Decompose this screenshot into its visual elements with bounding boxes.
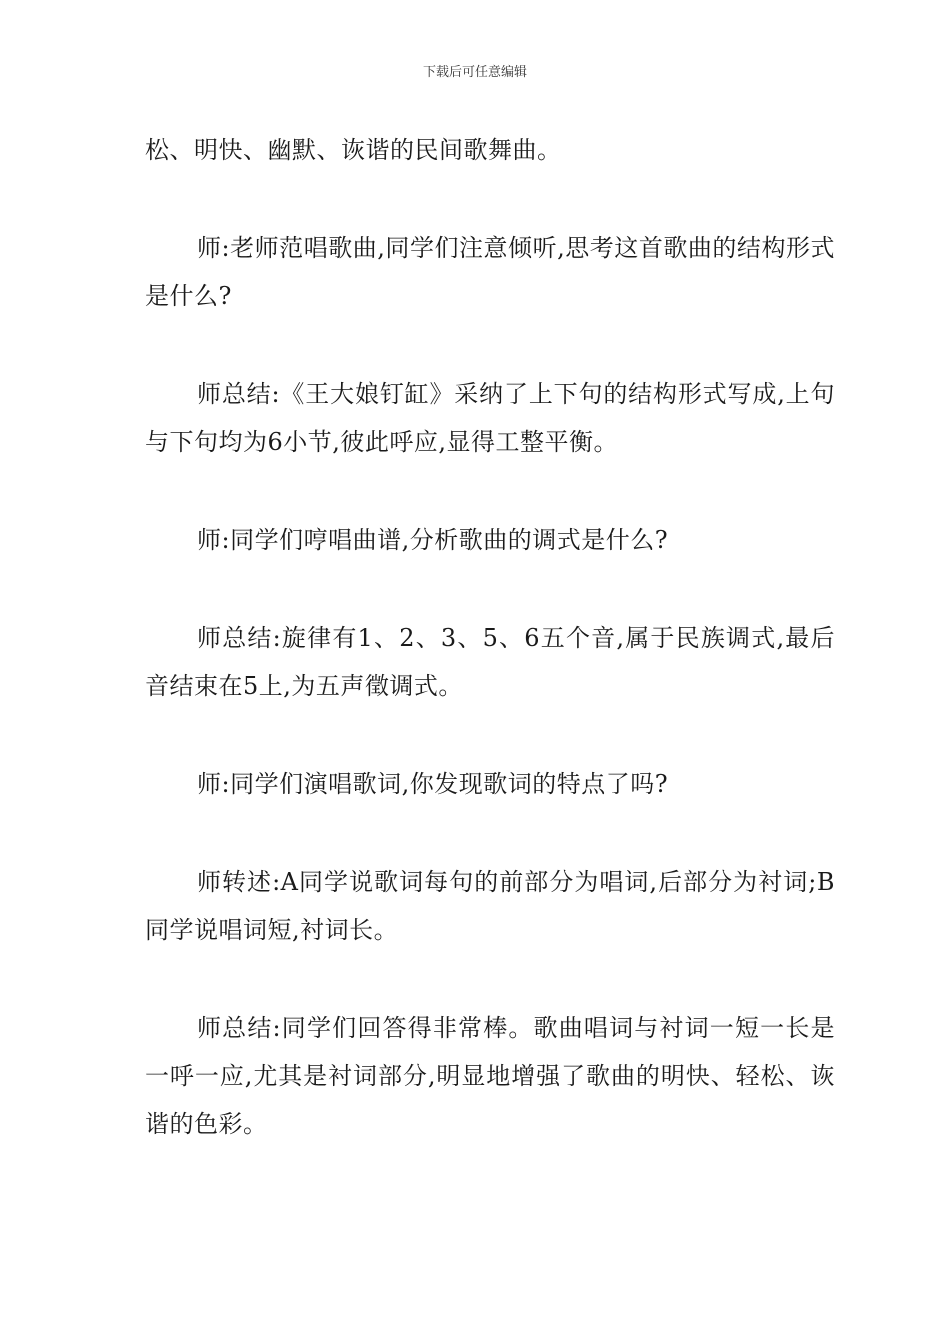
paragraph-teacher-sing: 师:老师范唱歌曲,同学们注意倾听,思考这首歌曲的结构形式是什么?	[145, 234, 835, 310]
page-header: 下载后可任意编辑	[422, 65, 527, 80]
paragraph-mode-question: 师:同学们哼唱曲谱,分析歌曲的调式是什么?	[197, 526, 669, 554]
paragraph-student-answers: 师转述:A同学说歌词每句的前部分为唱词,后部分为衬词;B同学说唱词短,衬词长。	[145, 868, 835, 944]
document-body	[145, 126, 835, 1198]
paragraph-structure-summary: 师总结:《王大娘钉缸》采纳了上下句的结构形式写成,上句与下句均为6小节,彼此呼应,显得工整平衡。	[145, 380, 835, 456]
paragraph-lyrics-summary: 师总结:同学们回答得非常棒。歌曲唱词与衬词一短一长是一呼一应,尤其是衬词部分,明显地增强了歌曲的明快、轻松、诙谐的色彩。	[145, 1014, 835, 1138]
paragraph-mode-summary: 师总结:旋律有1、2、3、5、6五个音,属于民族调式,最后音结束在5上,为五声徵调式。	[145, 624, 835, 700]
paragraph-lyrics-question: 师:同学们演唱歌词,你发现歌词的特点了吗?	[197, 770, 669, 798]
paragraph-continuation: 松、明快、幽默、诙谐的民间歌舞曲。	[145, 136, 562, 164]
